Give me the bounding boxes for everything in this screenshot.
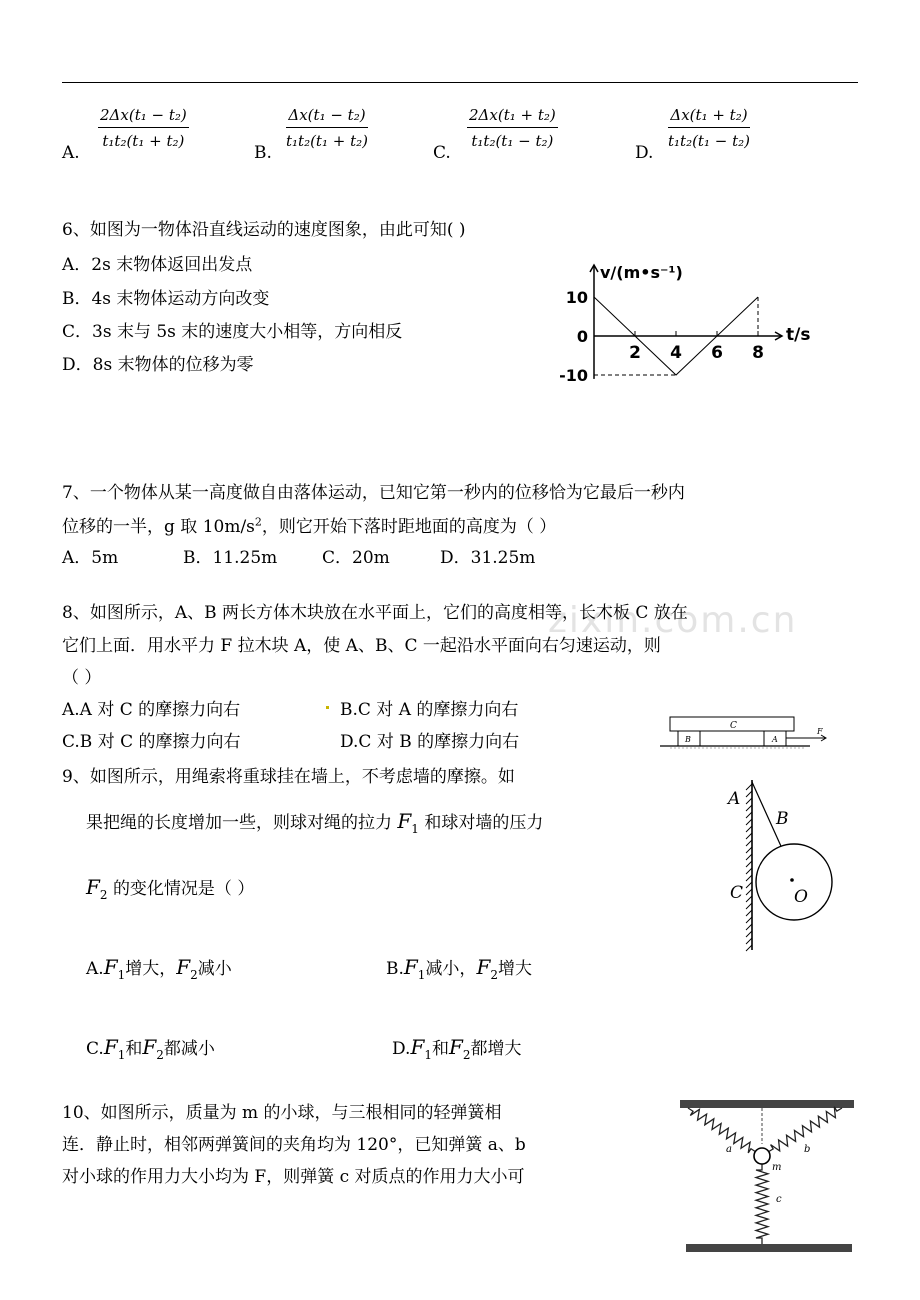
q5-option-b-denominator: t₁t₂(t₁ + t₂) <box>286 132 368 150</box>
q9-option-a-f2-sub: 2 <box>190 968 198 982</box>
hatch-stroke <box>746 791 752 797</box>
hatch-stroke <box>746 840 752 846</box>
q8-line1: 8、如图所示，A、B 两长方体木块放在水平面上，它们的高度相等，长木板 C 放在 <box>62 603 688 623</box>
q9-line2-a: 果把绳的长度增加一些，则球对绳的拉力 <box>86 813 392 833</box>
q9-option-c-f1-letter: F <box>103 1035 118 1059</box>
q7-option-d: D．31.25m <box>440 548 536 568</box>
q9-option-d-label: D. <box>392 1039 411 1059</box>
hatch-stroke <box>746 854 752 860</box>
ball-m-label: m <box>772 1162 782 1173</box>
ball <box>756 844 832 920</box>
q9-line3 <box>86 874 254 902</box>
q6-option-a: A．2s 末物体返回出发点 <box>62 255 253 275</box>
spring-coil <box>756 1164 768 1244</box>
spring-coil <box>688 1108 756 1153</box>
q10-line1: 10、如图所示，质量为 m 的小球，与三根相同的轻弹簧相 <box>62 1103 502 1123</box>
q9-option-d-f1 <box>410 1035 432 1062</box>
q5-option-b-fraction <box>286 106 368 150</box>
spring-b-label: b <box>804 1144 811 1155</box>
spring-a-label: a <box>726 1144 732 1155</box>
q9-option-b-text1: 减小， <box>425 959 477 979</box>
q5-option-b-numerator: Δx(t₁ − t₂) <box>286 106 368 128</box>
q7-option-c: C．20m <box>322 548 390 568</box>
hatch-stroke <box>746 910 752 916</box>
q9-option-a-f2-letter: F <box>176 955 191 979</box>
q6-stem: 6、如图为一物体沿直线运动的速度图象，由此可知( ) <box>62 220 466 240</box>
q7-line2-a: 位移的一半，g 取 10m/s <box>62 517 255 537</box>
q5-option-a-numerator: 2Δx(t₁ − t₂) <box>98 106 189 128</box>
spring-c-label: c <box>776 1194 782 1205</box>
q9-line1: 9、如图所示，用绳索将重球挂在墙上，不考虑墙的摩擦。如 <box>62 767 515 787</box>
q8-line2: 它们上面．用水平力 F 拉木块 A，使 A、B、C 一起沿水平面向右匀速运动，则 <box>62 636 661 656</box>
block-a-label: A <box>772 735 778 744</box>
q7-option-a: A．5m <box>62 548 119 568</box>
hatch-stroke <box>746 812 752 818</box>
q9-option-a-f1-letter: F <box>103 955 118 979</box>
q9-option-d <box>392 1034 522 1062</box>
q8-option-c: C.B 对 C 的摩擦力向右 <box>62 732 241 752</box>
q9-option-a-text2: 减小 <box>197 959 232 979</box>
hatch-stroke <box>746 798 752 804</box>
q9-option-a-f2 <box>176 955 198 982</box>
q7-option-b: B．11.25m <box>183 548 278 568</box>
q6-option-c: C．3s 末与 5s 末的速度大小相等，方向相反 <box>62 322 403 342</box>
q9-option-c-f1 <box>103 1035 126 1062</box>
q9-option-b-f2-sub: 2 <box>490 968 498 982</box>
q7-line2 <box>62 512 556 537</box>
q9-option-d-text2: 都增大 <box>470 1039 522 1059</box>
q5-option-c-denominator: t₁t₂(t₁ − t₂) <box>471 132 554 150</box>
q9-option-c-f2-sub: 2 <box>156 1048 164 1062</box>
q9-f1 <box>397 809 419 836</box>
q10-line3: 对小球的作用力大小均为 F，则弹簧 c 对质点的作用力大小可 <box>62 1167 525 1187</box>
q9-option-a-f1-sub: 1 <box>117 968 126 982</box>
q9-option-d-text1: 和 <box>431 1039 449 1059</box>
q9-f2-letter: F <box>86 875 100 899</box>
q9-option-c-text2: 都减小 <box>163 1039 215 1059</box>
q9-option-b-f1 <box>403 955 426 982</box>
q5-option-b-label: B. <box>254 143 272 163</box>
q9-option-b-f2 <box>476 955 498 982</box>
q9-option-c <box>86 1034 215 1062</box>
ball-m <box>754 1148 770 1164</box>
q10-line2: 连．静止时，相邻两弹簧间的夹角均为 120°，已知弹簧 a、b <box>62 1135 526 1155</box>
q9-line3-b: 的变化情况是（ ） <box>112 879 255 899</box>
q5-option-d-denominator: t₁t₂(t₁ − t₂) <box>668 132 750 150</box>
q8-line3: （ ） <box>62 668 102 688</box>
q9-option-d-f1-letter: F <box>410 1035 425 1059</box>
q5-option-a-label: A. <box>62 143 80 163</box>
q9-option-c-f2-letter: F <box>142 1035 157 1059</box>
point-c-label: C <box>730 883 744 903</box>
floor <box>686 1244 852 1252</box>
q9-option-a <box>86 954 232 982</box>
q8-option-d: D.C 对 B 的摩擦力向右 <box>340 732 520 752</box>
q9-line2-b: 和球对墙的压力 <box>424 813 544 833</box>
q5-option-c-numerator: 2Δx(t₁ + t₂) <box>467 106 558 128</box>
hatch-stroke <box>746 945 752 951</box>
q5-option-d-numerator: Δx(t₁ + t₂) <box>668 106 750 128</box>
watermark: zixin.com.cn <box>548 600 798 641</box>
q5-option-d-fraction <box>668 106 750 150</box>
q9-f1-letter: F <box>397 809 412 833</box>
ceiling <box>680 1100 854 1108</box>
hatch-stroke <box>746 833 752 839</box>
hatch-stroke <box>746 931 752 937</box>
q7-line2-b: ，则它开始下落时距地面的高度为（ ） <box>261 517 557 537</box>
blocks-figure <box>660 712 840 756</box>
q9-option-b-label: B. <box>386 959 404 979</box>
x-tick-label: 8 <box>752 343 764 363</box>
q9-f2-sub: 2 <box>99 888 108 902</box>
x-tick-label: 2 <box>629 343 641 363</box>
q9-line2 <box>86 808 543 836</box>
q9-option-c-label: C. <box>86 1039 104 1059</box>
hatch-stroke <box>746 917 752 923</box>
q5-option-c-fraction <box>467 106 558 150</box>
hatch-stroke <box>746 805 752 811</box>
q5-option-c-label: C. <box>433 143 451 163</box>
block-b-label: B <box>685 735 691 744</box>
x-tick-label: 6 <box>711 343 723 363</box>
stray-mark <box>326 706 329 709</box>
q7-line1: 7、一个物体从某一高度做自由落体运动，已知它第一秒内的位移恰为它最后一秒内 <box>62 483 685 503</box>
q9-option-c-f1-sub: 1 <box>117 1048 126 1062</box>
spring-system-figure <box>676 1094 860 1258</box>
hatch-stroke <box>746 938 752 944</box>
hatch-stroke <box>746 847 752 853</box>
q9-option-d-f2 <box>448 1035 471 1062</box>
header-rule <box>62 82 858 83</box>
q9-option-d-f2-letter: F <box>448 1035 463 1059</box>
q5-option-d-label: D. <box>635 143 654 163</box>
y-tick-label: 10 <box>565 288 588 307</box>
q6-option-d: D．8s 末物体的位移为零 <box>62 355 254 375</box>
point-a-label: A <box>728 789 741 809</box>
q9-option-c-f2 <box>142 1035 164 1062</box>
hatch-stroke <box>746 903 752 909</box>
q9-option-b-text2: 增大 <box>497 959 532 979</box>
q9-option-c-text1: 和 <box>125 1039 143 1059</box>
q8-option-b: B.C 对 A 的摩擦力向右 <box>340 700 519 720</box>
q9-option-d-f1-sub: 1 <box>424 1048 432 1062</box>
q9-option-b-f1-letter: F <box>403 955 418 979</box>
hatch-stroke <box>746 889 752 895</box>
spring-c <box>756 1164 768 1244</box>
q9-option-a-f1 <box>103 955 126 982</box>
y-tick-label: 0 <box>576 327 588 346</box>
q5-option-a-denominator: t₁t₂(t₁ + t₂) <box>102 132 185 150</box>
y-axis-label: v/(m•s⁻¹) <box>600 263 683 282</box>
q9-option-b-f1-sub: 1 <box>417 968 426 982</box>
board-c-label: C <box>730 721 737 731</box>
spring-a <box>688 1108 756 1153</box>
q9-option-a-text1: 增大， <box>125 959 177 979</box>
velocity-time-graph <box>550 258 830 398</box>
point-b-label: B <box>776 809 789 829</box>
wall-hatch <box>746 784 752 951</box>
q9-f2 <box>86 875 108 902</box>
hatch-stroke <box>746 784 752 790</box>
hatch-stroke <box>746 868 752 874</box>
q9-option-b-f2-letter: F <box>476 955 491 979</box>
q9-option-a-label: A. <box>86 959 104 979</box>
hatch-stroke <box>746 861 752 867</box>
ball-center <box>790 878 794 882</box>
hatch-stroke <box>746 875 752 881</box>
ball-on-wall-figure <box>722 770 842 955</box>
hatch-stroke <box>746 819 752 825</box>
force-label: F <box>817 727 823 736</box>
y-tick-label: -10 <box>559 366 588 385</box>
q5-option-a-fraction <box>98 106 189 150</box>
hatch-stroke <box>746 896 752 902</box>
center-o-label: O <box>794 887 808 907</box>
q8-option-a: A.A 对 C 的摩擦力向右 <box>62 700 241 720</box>
hatch-stroke <box>746 924 752 930</box>
hatch-stroke <box>746 826 752 832</box>
q9-option-d-f2-sub: 2 <box>462 1048 471 1062</box>
x-tick-label: 4 <box>670 343 682 363</box>
q7-line2-sup: 2 <box>254 515 262 529</box>
q9-option-b <box>386 954 532 982</box>
hatch-stroke <box>746 882 752 888</box>
q6-option-b: B．4s 末物体运动方向改变 <box>62 289 270 309</box>
q9-f1-sub: 1 <box>411 822 419 836</box>
x-axis-label: t/s <box>786 325 811 345</box>
